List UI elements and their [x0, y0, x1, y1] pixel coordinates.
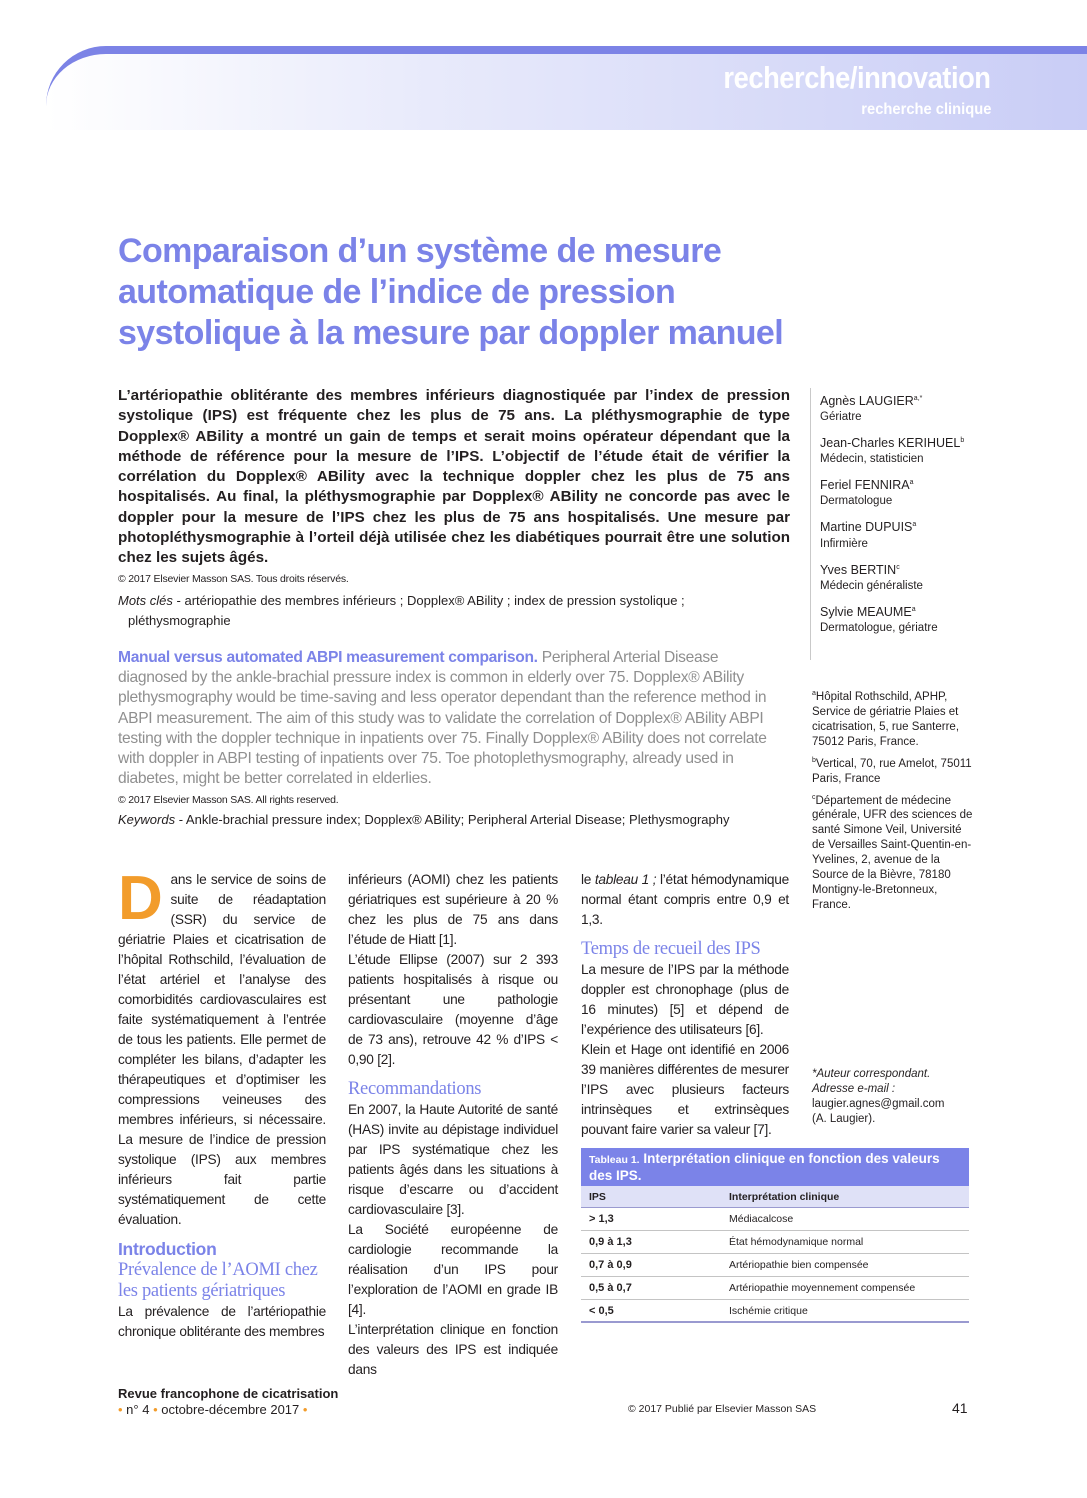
page-number: 41 [952, 1400, 968, 1416]
corresp-label: *Auteur correspondant. [812, 1068, 931, 1080]
keywords-en-text: - Ankle-brachial pressure index; Dopplex® ABility; Peripheral Arterial Disease; Plethysmography [175, 812, 730, 827]
paragraph [581, 870, 789, 930]
paragraph: L’étude Ellipse (2007) sur 2 393 patients hospitalisés à risque ou présentant une pathologie cardiovasculaire (moyenne d’âge de 73 ans), retrouve 42 % d’IPS < 0,90 [2]. [348, 952, 558, 1067]
author-divider [810, 388, 811, 660]
table-cell: 0,9 à 1,3 [589, 1236, 632, 1248]
affiliation-text: Département de médecine générale, UFR des sciences de santé Simone Veil, Université de Versailles Saint-Quentin-en-Yvelines, 2, avenue de la Source de la Bièvre, 78180 Montigny-le-Bretonneux, France. [812, 794, 973, 912]
author-name: Jean-Charles KERIHUEL [820, 436, 961, 451]
keywords-fr-line2: pléthysmographie [128, 613, 231, 628]
text-run: l’état hémodynamique normal étant compris entre 0,9 et 1,3. [581, 872, 789, 927]
article-title: Comparaison d’un système de mesure automatique de l’indice de pression systolique à la mesure par doppler manuel [118, 232, 784, 352]
abstract-en-title: Manual versus automated ABPI measurement comparison. [118, 649, 538, 666]
author-sup: a [911, 605, 916, 613]
table-row [581, 1231, 969, 1254]
copyright-en: © 2017 Elsevier Masson SAS. All rights reserved. [118, 794, 339, 806]
author-sup: a [909, 479, 914, 487]
author-role: Infirmière [820, 537, 868, 550]
table-cell: > 1,3 [589, 1213, 614, 1225]
table-label: Tableau 1. [589, 1154, 640, 1166]
footer-issue [118, 1402, 307, 1417]
author-role: Dermatologue, gériatre [820, 621, 938, 634]
table-cell: Artériopathie moyennement compensée [729, 1282, 916, 1294]
table-cell: Médiacalcose [729, 1213, 794, 1225]
table-cell: Ischémie critique [729, 1304, 808, 1317]
body-column-1 [118, 864, 326, 1342]
table-cell: Artériopathie bien compensée [729, 1259, 869, 1271]
author-role: Gériatre [820, 411, 862, 424]
table-row [581, 1277, 969, 1300]
table-cell: 0,5 à 0,7 [589, 1282, 632, 1294]
keywords-en [118, 810, 790, 830]
affiliation-sup: c [812, 793, 816, 801]
copyright-fr: © 2017 Elsevier Masson SAS. Tous droits réservés. [118, 573, 349, 585]
abstract-en [118, 648, 790, 789]
author-list [820, 390, 980, 643]
correspondence [812, 1067, 977, 1127]
bullet-icon: • [118, 1402, 123, 1417]
corresp-email[interactable]: laugier.agnes@gmail.com [812, 1098, 945, 1110]
author-role: Médecin, statisticien [820, 453, 924, 466]
author-role: Dermatologue [820, 495, 893, 508]
table-1 [581, 1148, 969, 1323]
dropcap: D [118, 864, 163, 933]
affiliation-sup: a [812, 690, 816, 697]
body-column-2 [348, 870, 558, 1380]
section-label: recherche/innovation [723, 60, 991, 95]
footer-copyright: © 2017 Publié par Elsevier Masson SAS [628, 1403, 817, 1415]
affiliation-text: Vertical, 70, rue Amelot, 75011 Paris, France [812, 757, 972, 785]
paragraph: La Société européenne de cardiologie recommande la réalisation d’un IPS pour l’exploration de l’AOMI en grade IB [4]. [348, 1222, 558, 1317]
subsection-heading-prevalence: Prévalence de l’AOMI chez les patients gériatriques [118, 1260, 318, 1301]
author-sup: b [960, 437, 965, 445]
bullet-icon: • [302, 1402, 308, 1417]
paragraph: inférieurs (AOMI) chez les patients gériatriques est supérieure à 20 % chez les plus de 75 ans dans l’étude de Hiatt [1]. [348, 872, 558, 947]
keywords-fr-label: Mots clés [118, 593, 173, 608]
author-item [820, 390, 980, 424]
paragraph: L’interprétation clinique en fonction des valeurs des IPS est indiquée dans [348, 1322, 558, 1377]
affiliation-c [812, 790, 977, 914]
author-name: Martine DUPUIS [820, 520, 913, 535]
author-sup: c [896, 563, 900, 571]
table-cell: 0,7 à 0,9 [589, 1259, 632, 1271]
affiliations [812, 686, 977, 916]
table-row [581, 1208, 969, 1231]
author-item [820, 516, 980, 550]
table-header-cell: IPS [589, 1190, 606, 1203]
table-cell: État hémodynamique normal [729, 1236, 864, 1248]
paragraph: La mesure de l’IPS par la méthode doppler est chronophage (plus de 16 minutes) [5] et dépend de l’expérience des utilisateurs [6]. [581, 962, 789, 1037]
affiliation-a [812, 686, 977, 750]
paragraph: Klein et Hage ont identifié en 2006 39 manières différentes de mesurer l’IPS avec plusieurs facteurs intrinsèques et extrinsèques pouvant faire varier sa valeur [7]. [581, 1042, 789, 1137]
affiliation-text: Hôpital Rothschild, APHP, Service de gériatrie Plaies et cicatrisation, 5, rue Santerre, 75012 Paris, France. [812, 690, 960, 748]
paragraph: La prévalence de l’artériopathie chronique oblitérante des membres [118, 1304, 326, 1339]
table-caption [581, 1148, 969, 1186]
table-caption-text: Interprétation clinique en fonction des valeurs des IPS. [589, 1151, 940, 1183]
table-cell: < 0,5 [589, 1304, 614, 1317]
author-name: Sylvie MEAUME [820, 604, 912, 619]
section-heading-introduction: Introduction [118, 1239, 217, 1259]
author-name: Agnès LAUGIER [820, 394, 914, 409]
author-sup: a,* [913, 395, 923, 402]
author-role: Médecin généraliste [820, 579, 923, 592]
author-item [820, 559, 980, 593]
paragraph: ans le service de soins de suite de réadaptation (SSR) du service de gériatrie Plaies et cicatrisation de l’hôpital Rothschild, l’évaluation de l’état artériel et l’analyse des comorbidités cardiovasculaires est faite systématiquement à l’entrée de tous les patients. Elle permet de compléter les bilans, d’adapter les thérapeutiques et d’optimiser les compressions veineuses des membres inférieurs, si nécessaire. La mesure de l’indice de pression systolique (IPS) aux membres inférieurs fait partie systématiquement de cette évaluation. [118, 872, 326, 1227]
affiliation-b [812, 753, 977, 787]
section-heading-temps: Temps de recueil des IPS [581, 939, 761, 959]
author-item [820, 601, 980, 635]
author-name: Yves BERTIN [820, 562, 897, 577]
bullet-icon: • [153, 1402, 158, 1417]
author-sup: a [912, 521, 917, 529]
abstract-en-text: Peripheral Arterial Disease diagnosed by the ankle-brachial pressure index is common in elderly over 75. Dopplex® ABility plethysmography would be time-saving and less operator dependant than the reference method in ABPI measurement. The aim of this study was to validate the correlation of Dopplex® ABility ABPI testing with the doppler technique in inpatients over 75. Finally Dopplex® ABility does not correlate with doppler in ABPI testing of inpatients over 75. Toe photoplethysmography, already used in diabetes, might be better correlated in elderlies. [118, 649, 767, 788]
footer-journal: Revue francophone de cicatrisation [118, 1386, 339, 1401]
corresp-email-label: Adresse e-mail : [812, 1083, 896, 1095]
keywords-fr [118, 591, 738, 631]
paragraph: En 2007, la Haute Autorité de santé (HAS) invite au dépistage individuel par IPS systématique chez les patients âgés dans les situations à risque d’escarre ou d’accident cardiovasculaire [3]. [348, 1102, 558, 1217]
author-name: Feriel FENNIRA [820, 478, 910, 493]
table-header-row [581, 1186, 969, 1208]
footer-issue-number: n° 4 [122, 1402, 154, 1417]
keywords-en-label: Keywords [118, 812, 176, 827]
table-reference[interactable]: tableau 1 ; [594, 872, 657, 887]
table-row [581, 1300, 969, 1323]
footer-issue-date: octobre-décembre 2017 [157, 1402, 303, 1417]
affiliation-sup: b [812, 756, 816, 764]
body-column-3 [581, 870, 789, 1140]
section-heading-recommandations: Recommandations [348, 1079, 482, 1099]
corresp-name: (A. Laugier). [812, 1113, 876, 1125]
text-run: le [581, 872, 595, 887]
table-header-cell: Interprétation clinique [729, 1190, 840, 1203]
author-item [820, 432, 980, 466]
subsection-label: recherche clinique [860, 101, 991, 118]
keywords-fr-line1: - artériopathie des membres inférieurs ; Dopplex® ABility ; index de pression systolique ; [172, 593, 685, 608]
abstract-fr: L’artériopathie oblitérante des membres inférieurs diagnostiquée par l’index de pression systolique (IPS) est fréquente chez les plus de 75 ans. La pléthysmographie de type Dopplex® ABility a montré un gain de temps et serait moins opérateur dépendant que la méthode de référence pour la mesure de l’IPS. L’objectif de l’étude était de vérifier la corrélation du Dopplex® ABility avec la technique doppler chez les plus de 75 ans hospitalisés. Au final, la pléthysmographie par Dopplex® ABility ne concorde pas avec le doppler pour la mesure de l’IPS chez les plus de 75 ans hospitalisés. Une mesure par photopléthysmographie à l’orteil déjà utilisée chez les diabétiques pourrait être une solution chez les sujets âgés. [118, 387, 790, 567]
author-item [820, 474, 980, 508]
table-row [581, 1254, 969, 1277]
